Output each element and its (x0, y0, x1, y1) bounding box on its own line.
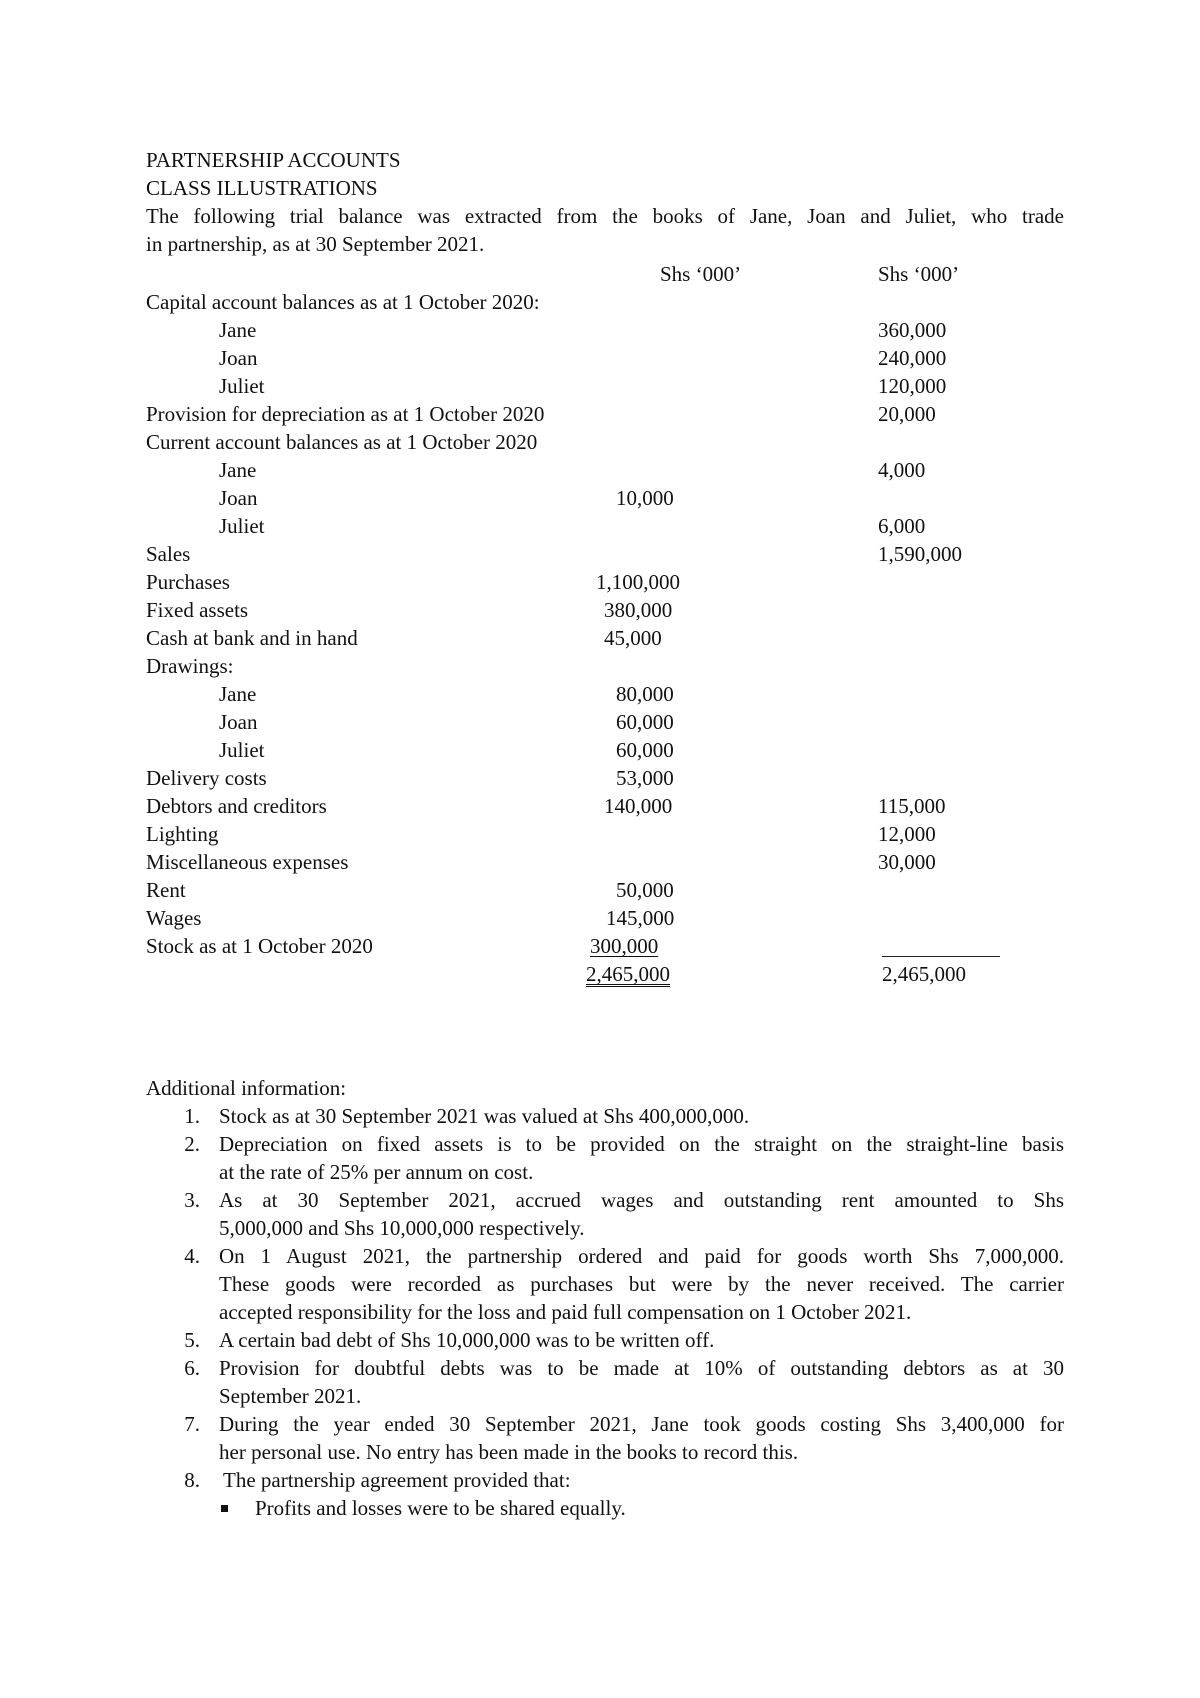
list-item-text: These goods were recorded as purchases but were by the never received. The carrier (219, 1272, 1064, 1296)
tb-row-debit: 140,000 (604, 794, 673, 818)
list-item-number: 5. (184, 1328, 200, 1352)
list-item-text: her personal use. No entry has been made in the books to record this. (219, 1440, 799, 1464)
credit-column-rule (882, 956, 1000, 957)
tb-row-credit: 4,000 (878, 458, 926, 482)
tb-row-label: Delivery costs (146, 766, 267, 790)
tb-row-label: Juliet (219, 514, 265, 538)
tb-row-debit: 45,000 (604, 626, 662, 650)
bullet-item-text: Profits and losses were to be shared equally. (255, 1496, 626, 1520)
tb-row-credit: 12,000 (878, 822, 936, 846)
total-credit: 2,465,000 (882, 962, 966, 986)
list-item-number: 7. (184, 1412, 200, 1436)
list-item-number: 8. (184, 1468, 200, 1492)
tb-row-label: Stock as at 1 October 2020 (146, 934, 373, 958)
list-item-text: Depreciation on fixed assets is to be provided on the straight on the straight-line basis (219, 1132, 1064, 1156)
list-item-text: A certain bad debt of Shs 10,000,000 was to be written off. (219, 1328, 715, 1352)
list-item-text: Provision for doubtful debts was to be made at 10% of outstanding debtors as at 30 (219, 1356, 1064, 1380)
tb-row-label: Current account balances as at 1 October 2020 (146, 430, 538, 454)
bullet-icon (221, 1505, 228, 1512)
column-header-debit: Shs ‘000’ (660, 262, 742, 286)
tb-row-debit: 60,000 (616, 710, 674, 734)
document-subtitle: CLASS ILLUSTRATIONS (146, 176, 378, 200)
list-item-text: September 2021. (219, 1384, 362, 1408)
tb-row-debit: 60,000 (616, 738, 674, 762)
list-item-text: 5,000,000 and Shs 10,000,000 respectively. (219, 1216, 585, 1240)
intro-text-line-1: The following trial balance was extracted from the books of Jane, Joan and Juliet, who trade (146, 204, 1064, 228)
tb-row-label: Joan (219, 346, 258, 370)
tb-row-credit: 240,000 (878, 346, 947, 370)
tb-row-credit: 6,000 (878, 514, 926, 538)
list-item-text: The partnership agreement provided that: (223, 1468, 571, 1492)
tb-row-label: Capital account balances as at 1 October 2020: (146, 290, 540, 314)
total-debit: 2,465,000 (586, 962, 670, 986)
tb-row-credit: 20,000 (878, 402, 936, 426)
list-item-number: 4. (184, 1244, 200, 1268)
tb-row-debit: 145,000 (606, 906, 675, 930)
tb-row-label: Wages (146, 906, 202, 930)
tb-row-label: Sales (146, 542, 191, 566)
tb-row-label: Lighting (146, 822, 219, 846)
tb-row-label: Juliet (219, 738, 265, 762)
list-item-text: at the rate of 25% per annum on cost. (219, 1160, 534, 1184)
list-item-number: 1. (184, 1104, 200, 1128)
tb-row-debit: 50,000 (616, 878, 674, 902)
additional-info-heading: Additional information: (146, 1076, 347, 1100)
tb-row-label: Drawings: (146, 654, 234, 678)
tb-row-label: Purchases (146, 570, 230, 594)
tb-row-credit: 1,590,000 (878, 542, 962, 566)
tb-row-credit: 30,000 (878, 850, 936, 874)
tb-row-label: Miscellaneous expenses (146, 850, 349, 874)
list-item-text: Stock as at 30 September 2021 was valued at Shs 400,000,000. (219, 1104, 750, 1128)
tb-row-debit: 300,000 (590, 934, 659, 958)
intro-text-line-2: in partnership, as at 30 September 2021. (146, 232, 485, 256)
tb-row-debit: 1,100,000 (596, 570, 680, 594)
tb-row-credit: 115,000 (878, 794, 946, 818)
document-title: PARTNERSHIP ACCOUNTS (146, 148, 401, 172)
tb-row-debit: 53,000 (616, 766, 674, 790)
tb-row-debit: 380,000 (604, 598, 673, 622)
tb-row-label: Provision for depreciation as at 1 October 2020 (146, 402, 545, 426)
tb-row-label: Jane (219, 682, 257, 706)
tb-row-debit: 80,000 (616, 682, 674, 706)
tb-row-credit: 120,000 (878, 374, 947, 398)
tb-row-label: Juliet (219, 374, 265, 398)
tb-row-label: Jane (219, 458, 257, 482)
column-header-credit: Shs ‘000’ (878, 262, 960, 286)
tb-row-label: Joan (219, 486, 258, 510)
tb-row-label: Jane (219, 318, 257, 342)
list-item-text: During the year ended 30 September 2021, Jane took goods costing Shs 3,400,000 for (219, 1412, 1064, 1436)
tb-row-debit: 10,000 (616, 486, 674, 510)
tb-row-label: Rent (146, 878, 186, 902)
list-item-number: 6. (184, 1356, 200, 1380)
tb-row-label: Fixed assets (146, 598, 249, 622)
tb-row-label: Cash at bank and in hand (146, 626, 358, 650)
list-item-number: 3. (184, 1188, 200, 1212)
tb-row-label: Joan (219, 710, 258, 734)
tb-row-credit: 360,000 (878, 318, 947, 342)
list-item-text: accepted responsibility for the loss and paid full compensation on 1 October 2021. (219, 1300, 912, 1324)
list-item-text: As at 30 September 2021, accrued wages and outstanding rent amounted to Shs (219, 1188, 1064, 1212)
list-item-number: 2. (184, 1132, 200, 1156)
list-item-text: On 1 August 2021, the partnership ordered and paid for goods worth Shs 7,000,000. (219, 1244, 1064, 1268)
tb-row-label: Debtors and creditors (146, 794, 327, 818)
